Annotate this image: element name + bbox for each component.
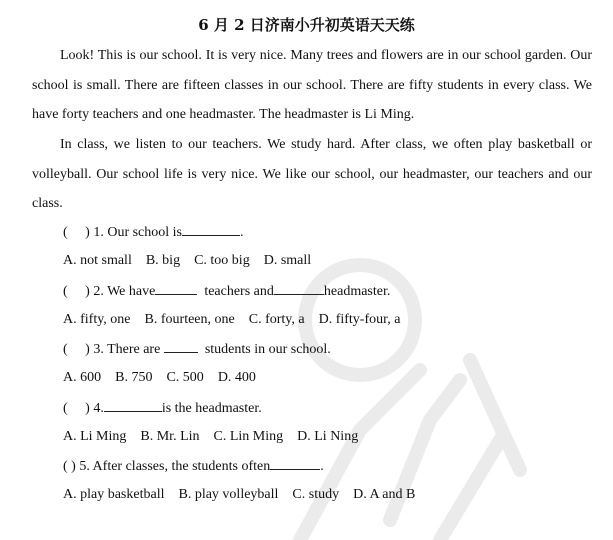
- option-d: D. 400: [217, 370, 256, 385]
- answer-blank[interactable]: [164, 339, 198, 353]
- question-2: [63, 281, 390, 302]
- answer-paren[interactable]: ( ): [63, 459, 76, 474]
- question-3: [63, 339, 331, 360]
- option-c: C. Lin Ming: [213, 429, 284, 444]
- answer-paren[interactable]: ( ): [63, 401, 90, 416]
- option-d: D. small: [263, 253, 312, 268]
- question-4: [63, 398, 262, 419]
- option-c: C. 500: [166, 370, 204, 385]
- question-text: students in our school.: [197, 342, 331, 357]
- option-c: C. forty, a: [248, 312, 305, 327]
- question-text: 4.: [89, 401, 104, 416]
- answer-paren[interactable]: ( ): [63, 225, 90, 240]
- option-b: B. big: [145, 253, 181, 268]
- option-c: C. too big: [194, 253, 250, 268]
- question-text: 1. Our school is: [89, 225, 182, 240]
- option-b: B. fourteen, one: [144, 312, 235, 327]
- passage-paragraph-2-text: In class, we listen to our teachers. We study hard. After class, we often play basketball or volleyball. Our school life is very nice. We like our school, our headmaster, our teachers and our class.: [32, 137, 592, 211]
- option-a: A. play basketball: [63, 487, 165, 502]
- answer-paren[interactable]: ( ): [63, 342, 90, 357]
- answer-blank[interactable]: [274, 281, 324, 295]
- option-d: D. Li Ning: [297, 429, 359, 444]
- option-b: B. 750: [115, 370, 153, 385]
- question-4-options: [63, 427, 372, 447]
- question-5: [63, 456, 324, 477]
- option-d: D. A and B: [353, 487, 416, 502]
- option-d: D. fifty-four, a: [318, 312, 401, 327]
- passage-paragraph-1: [32, 41, 592, 130]
- option-c: C. study: [292, 487, 340, 502]
- question-3-options: [63, 368, 270, 388]
- question-text: .: [240, 225, 244, 240]
- answer-blank[interactable]: [104, 398, 162, 412]
- option-a: A. fifty, one: [63, 312, 131, 327]
- page-title: 6 月 2 日济南小升初英语天天练: [198, 16, 415, 34]
- option-a: A. 600: [63, 370, 102, 385]
- question-text: 3. There are: [89, 342, 164, 357]
- question-text: 5. After classes, the students often: [75, 459, 271, 474]
- answer-blank[interactable]: [155, 281, 197, 295]
- option-b: B. play volleyball: [178, 487, 279, 502]
- answer-paren[interactable]: ( ): [63, 284, 90, 299]
- question-text: is the headmaster.: [161, 401, 262, 416]
- question-text: .: [320, 459, 324, 474]
- passage-paragraph-1-text: Look! This is our school. It is very nice. Many trees and flowers are in our school garden. Our school is small. There are fifteen classes in our school. There are fifty students in every class. We have forty teachers and one headmaster. The headmaster is Li Ming.: [32, 48, 592, 122]
- option-a: A. Li Ming: [63, 429, 127, 444]
- option-b: B. Mr. Lin: [140, 429, 200, 444]
- option-a: A. not small: [63, 253, 132, 268]
- question-text: teachers and: [197, 284, 274, 299]
- question-text: 2. We have: [89, 284, 156, 299]
- question-1-options: [63, 251, 325, 271]
- question-text: headmaster.: [323, 284, 391, 299]
- question-2-options: [63, 310, 414, 330]
- question-1: [63, 222, 244, 243]
- answer-blank[interactable]: [182, 222, 240, 236]
- passage-paragraph-2: [32, 130, 592, 219]
- question-5-options: [63, 485, 429, 505]
- answer-blank[interactable]: [270, 456, 320, 470]
